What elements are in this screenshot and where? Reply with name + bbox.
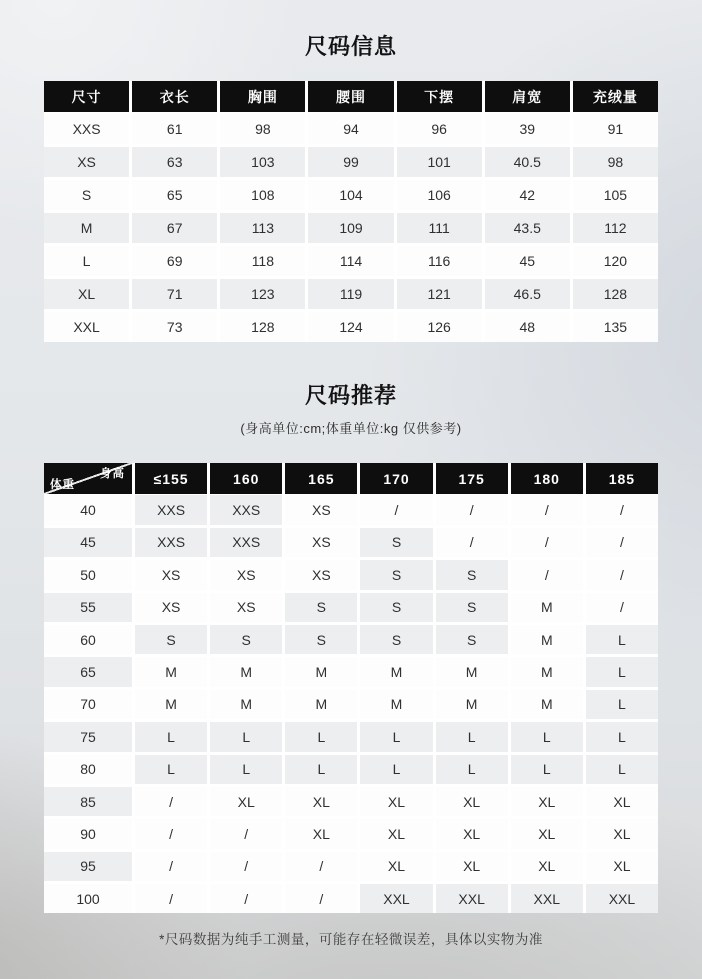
recommended-size-cell: / (135, 852, 207, 881)
measurement-disclaimer: *尺码数据为纯手工测量，可能存在轻微误差，具体以实物为准 (159, 932, 543, 948)
recommended-size-cell: XL (360, 787, 432, 816)
size-label-cell: XS (44, 147, 129, 177)
recommended-size-cell: / (135, 884, 207, 913)
recommended-size-cell: L (360, 755, 432, 784)
measurement-cell: 103 (220, 147, 305, 177)
measurement-cell: 46.5 (485, 279, 570, 309)
weight-cell: 90 (44, 819, 132, 848)
recommended-size-cell: L (586, 755, 658, 784)
measurement-cell: 61 (132, 114, 217, 144)
size-table-header-cell: 尺寸 (44, 81, 129, 112)
height-header-cell: 185 (586, 463, 658, 494)
recommended-size-cell: L (436, 722, 508, 751)
measurement-cell: 39 (485, 114, 570, 144)
height-weight-corner-cell (44, 463, 132, 494)
size-table-header-cell: 肩宽 (485, 81, 570, 112)
recommended-size-cell: XL (436, 819, 508, 848)
size-recommend-table (44, 463, 658, 913)
height-header-cell: 170 (360, 463, 432, 494)
recommended-size-cell: M (360, 690, 432, 719)
recommended-size-cell: S (135, 625, 207, 654)
recommended-size-cell: XXL (586, 884, 658, 913)
recommended-size-cell: / (586, 593, 658, 622)
recommended-size-cell: XL (586, 852, 658, 881)
recommended-size-cell: L (285, 755, 357, 784)
recommended-size-cell: L (511, 755, 583, 784)
recommended-size-cell: XS (210, 560, 282, 589)
recommended-size-cell: M (436, 657, 508, 686)
size-label-cell: M (44, 213, 129, 243)
recommended-size-cell: / (210, 884, 282, 913)
height-header-cell: ≤155 (135, 463, 207, 494)
measurement-cell: 112 (573, 213, 658, 243)
weight-cell: 95 (44, 852, 132, 881)
measurement-cell: 63 (132, 147, 217, 177)
recommended-size-cell: XXS (210, 528, 282, 557)
recommended-size-cell: XL (285, 787, 357, 816)
recommended-size-cell: L (285, 722, 357, 751)
weight-cell: 55 (44, 593, 132, 622)
size-table-header-cell: 胸围 (220, 81, 305, 112)
measurement-cell: 114 (308, 246, 393, 276)
recommended-size-cell: / (511, 560, 583, 589)
recommended-size-cell: M (511, 690, 583, 719)
size-label-cell: L (44, 246, 129, 276)
measurement-cell: 105 (573, 180, 658, 210)
recommended-size-cell: / (285, 884, 357, 913)
recommended-size-cell: / (210, 819, 282, 848)
measurement-cell: 124 (308, 312, 393, 342)
size-table-header-cell: 腰围 (308, 81, 393, 112)
recommended-size-cell: XXL (360, 884, 432, 913)
size-info-table (44, 81, 658, 342)
recommended-size-cell: / (586, 495, 658, 524)
measurement-cell: 128 (573, 279, 658, 309)
recommended-size-cell: S (436, 593, 508, 622)
measurement-cell: 69 (132, 246, 217, 276)
recommended-size-cell: XL (511, 787, 583, 816)
measurement-cell: 73 (132, 312, 217, 342)
measurement-cell: 91 (573, 114, 658, 144)
height-header-cell: 160 (210, 463, 282, 494)
size-table-header-cell: 下摆 (397, 81, 482, 112)
weight-cell: 75 (44, 722, 132, 751)
measurement-cell: 43.5 (485, 213, 570, 243)
recommended-size-cell: XL (586, 819, 658, 848)
recommended-size-cell: L (436, 755, 508, 784)
recommended-size-cell: L (210, 755, 282, 784)
recommended-size-cell: XS (135, 560, 207, 589)
recommended-size-cell: M (210, 690, 282, 719)
recommended-size-cell: / (511, 528, 583, 557)
size-table-header-cell: 衣长 (132, 81, 217, 112)
weight-cell: 50 (44, 560, 132, 589)
recommended-size-cell: L (586, 690, 658, 719)
recommended-size-cell: M (210, 657, 282, 686)
measurement-cell: 45 (485, 246, 570, 276)
height-header-cell: 165 (285, 463, 357, 494)
measurement-cell: 98 (573, 147, 658, 177)
recommended-size-cell: XS (285, 495, 357, 524)
recommended-size-cell: / (285, 852, 357, 881)
measurement-cell: 120 (573, 246, 658, 276)
recommended-size-cell: L (135, 722, 207, 751)
recommended-size-cell: L (210, 722, 282, 751)
recommended-size-cell: / (511, 495, 583, 524)
measurement-cell: 98 (220, 114, 305, 144)
recommended-size-cell: M (436, 690, 508, 719)
measurement-cell: 65 (132, 180, 217, 210)
size-label-cell: S (44, 180, 129, 210)
recommended-size-cell: L (586, 625, 658, 654)
recommended-size-cell: M (285, 657, 357, 686)
weight-cell: 60 (44, 625, 132, 654)
recommended-size-cell: XL (360, 819, 432, 848)
measurement-cell: 118 (220, 246, 305, 276)
recommended-size-cell: S (360, 560, 432, 589)
measurement-cell: 96 (397, 114, 482, 144)
recommended-size-cell: S (210, 625, 282, 654)
measurement-cell: 104 (308, 180, 393, 210)
recommended-size-cell: XL (360, 852, 432, 881)
size-recommend-title: 尺码推荐 (304, 383, 397, 408)
weight-cell: 65 (44, 657, 132, 686)
size-recommend-subtitle: (身高单位:cm;体重单位:kg 仅供参考) (240, 421, 462, 436)
recommended-size-cell: XXS (135, 495, 207, 524)
measurement-cell: 128 (220, 312, 305, 342)
recommended-size-cell: XXL (436, 884, 508, 913)
recommended-size-cell: XXS (135, 528, 207, 557)
measurement-cell: 48 (485, 312, 570, 342)
recommended-size-cell: M (360, 657, 432, 686)
recommended-size-cell: XS (285, 560, 357, 589)
measurement-cell: 101 (397, 147, 482, 177)
recommended-size-cell: XS (285, 528, 357, 557)
recommended-size-cell: / (436, 495, 508, 524)
measurement-cell: 123 (220, 279, 305, 309)
weight-cell: 80 (44, 755, 132, 784)
size-label-cell: XL (44, 279, 129, 309)
measurement-cell: 135 (573, 312, 658, 342)
recommended-size-cell: M (511, 593, 583, 622)
recommended-size-cell: / (586, 528, 658, 557)
measurement-cell: 113 (220, 213, 305, 243)
measurement-cell: 109 (308, 213, 393, 243)
recommended-size-cell: / (436, 528, 508, 557)
recommended-size-cell: / (210, 852, 282, 881)
recommended-size-cell: XL (436, 852, 508, 881)
recommended-size-cell: M (135, 690, 207, 719)
recommended-size-cell: S (360, 528, 432, 557)
recommended-size-cell: XL (436, 787, 508, 816)
measurement-cell: 119 (308, 279, 393, 309)
measurement-cell: 126 (397, 312, 482, 342)
recommended-size-cell: L (586, 722, 658, 751)
height-header-cell: 180 (511, 463, 583, 494)
recommended-size-cell: XL (285, 819, 357, 848)
measurement-cell: 108 (220, 180, 305, 210)
size-label-cell: XXL (44, 312, 129, 342)
size-table-header-cell: 充绒量 (573, 81, 658, 112)
recommended-size-cell: / (135, 819, 207, 848)
recommended-size-cell: XXS (210, 495, 282, 524)
recommended-size-cell: M (135, 657, 207, 686)
recommended-size-cell: / (135, 787, 207, 816)
measurement-cell: 94 (308, 114, 393, 144)
weight-cell: 85 (44, 787, 132, 816)
measurement-cell: 116 (397, 246, 482, 276)
corner-weight-label: 体重 (50, 479, 75, 491)
height-header-cell: 175 (436, 463, 508, 494)
recommended-size-cell: S (285, 593, 357, 622)
recommended-size-cell: XL (586, 787, 658, 816)
recommended-size-cell: M (511, 657, 583, 686)
measurement-cell: 121 (397, 279, 482, 309)
recommended-size-cell: S (436, 560, 508, 589)
recommended-size-cell: XL (511, 852, 583, 881)
measurement-cell: 106 (397, 180, 482, 210)
recommended-size-cell: M (511, 625, 583, 654)
measurement-cell: 40.5 (485, 147, 570, 177)
recommended-size-cell: / (360, 495, 432, 524)
recommended-size-cell: S (285, 625, 357, 654)
recommended-size-cell: S (436, 625, 508, 654)
size-info-title: 尺码信息 (304, 34, 397, 59)
recommended-size-cell: XL (511, 819, 583, 848)
measurement-cell: 71 (132, 279, 217, 309)
recommended-size-cell: XXL (511, 884, 583, 913)
measurement-cell: 67 (132, 213, 217, 243)
corner-height-label: 身高 (100, 468, 125, 480)
recommended-size-cell: L (135, 755, 207, 784)
size-label-cell: XXS (44, 114, 129, 144)
weight-cell: 70 (44, 690, 132, 719)
recommended-size-cell: L (511, 722, 583, 751)
recommended-size-cell: L (360, 722, 432, 751)
recommended-size-cell: L (586, 657, 658, 686)
recommended-size-cell: / (586, 560, 658, 589)
recommended-size-cell: S (360, 625, 432, 654)
recommended-size-cell: S (360, 593, 432, 622)
measurement-cell: 42 (485, 180, 570, 210)
recommended-size-cell: XS (210, 593, 282, 622)
weight-cell: 45 (44, 528, 132, 557)
weight-cell: 100 (44, 884, 132, 913)
measurement-cell: 99 (308, 147, 393, 177)
recommended-size-cell: M (285, 690, 357, 719)
weight-cell: 40 (44, 495, 132, 524)
measurement-cell: 111 (397, 213, 482, 243)
recommended-size-cell: XL (210, 787, 282, 816)
recommended-size-cell: XS (135, 593, 207, 622)
